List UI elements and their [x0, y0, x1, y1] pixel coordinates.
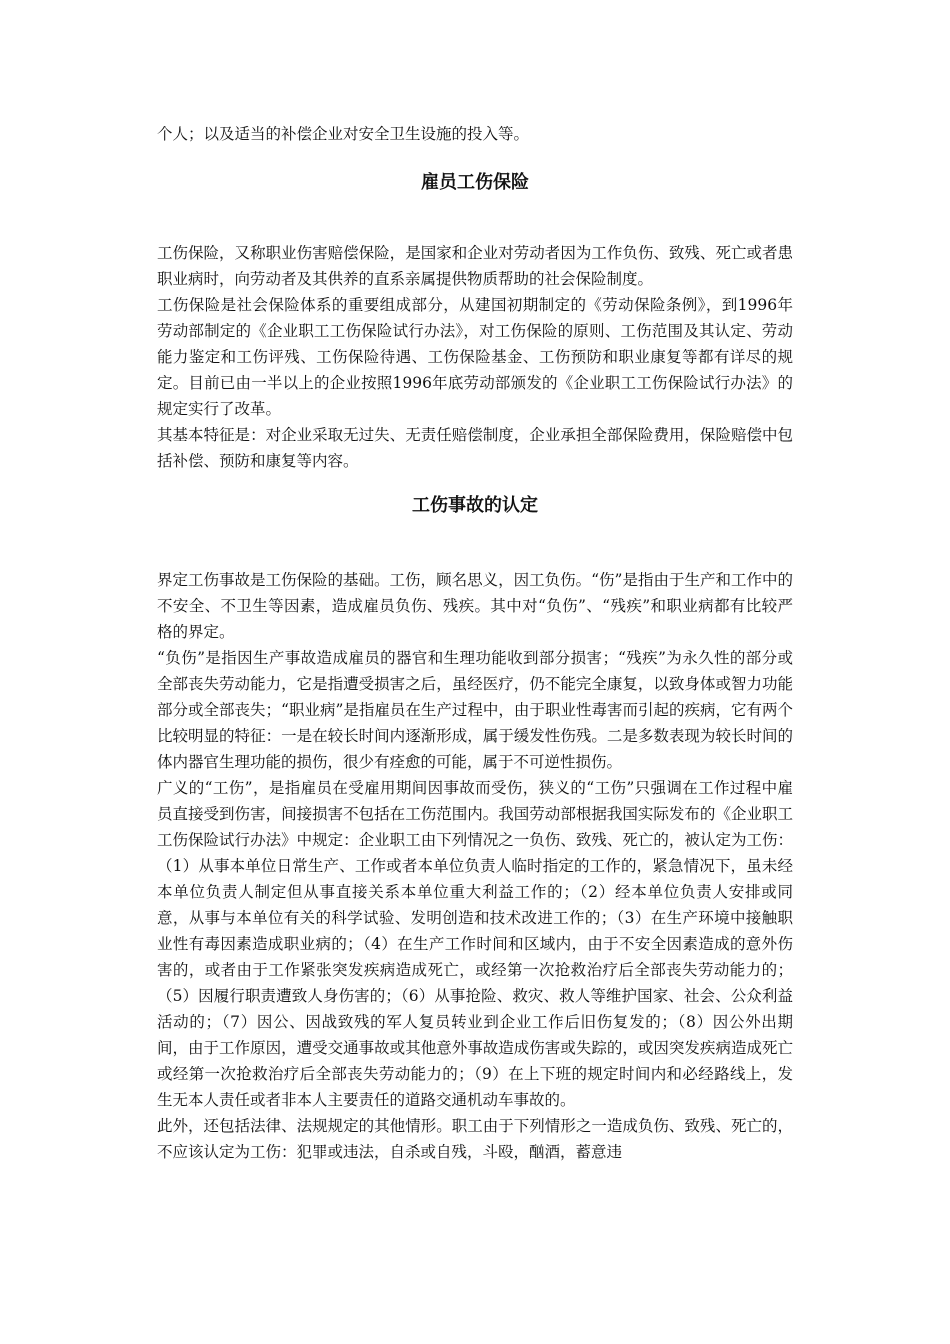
paragraph: 广义的“工伤”，是指雇员在受雇用期间因事故而受伤，狭义的“工伤”只强调在工作过程中雇员直接受到伤害，间接损害不包括在工伤范围内。我国劳动部根据我国实际发布的《企业职工工伤保险试行办法》中规定：企业职工由下列情况之一负伤、致残、死亡的，被认定为工伤：（1）从事本单位日常生产、工作或者本单位负责人临时指定的工作的，紧急情况下，虽未经本单位负责人制定但从事直接关系本单位重大利益工作的；（2）经本单位负责人安排或同意，从事与本单位有关的科学试验、发明创造和技术改进工作的；（3）在生产环境中接触职业性有毒因素造成职业病的；（4）在生产工作时间和区域内，由于不安全因素造成的意外伤害的，或者由于工作紧张突发疾病造成死亡，或经第一次抢救治疗后全部丧失劳动能力的；（5）因履行职责遭致人身伤害的；（6）从事抢险、救灾、救人等维护国家、社会、公众利益活动的；（7）因公、因战致残的军人复员转业到企业工作后旧伤复发的；（8）因公外出期间，由于工作原因，遭受交通事故或其他意外事故造成伤害或失踪的，或因突发疾病造成死亡或经第一次抢救治疗后全部丧失劳动能力的；（9）在上下班的规定时间内和必经路线上，发生无本人责任或者非本人主要责任的道路交通机动车事故的。: [157, 779, 793, 1109]
paragraph: 界定工伤事故是工伤保险的基础。工伤，顾名思义，因工负伤。“伤”是指由于生产和工作中的不安全、不卫生等因素，造成雇员负伤、残疾。其中对“负伤”、“残疾”和职业病都有比较严格的界定。: [157, 571, 793, 641]
paragraph: 其基本特征是：对企业采取无过失、无责任赔偿制度，企业承担全部保险费用，保险赔偿中包括补偿、预防和康复等内容。: [157, 426, 793, 470]
paragraph: 工伤保险，又称职业伤害赔偿保险，是国家和企业对劳动者因为工作负伤、致残、死亡或者患职业病时，向劳动者及其供养的直系亲属提供物质帮助的社会保险制度。: [157, 244, 793, 288]
section-title-injury-accident-determination: 工伤事故的认定: [412, 495, 538, 516]
section-title-employee-injury-insurance: 雇员工伤保险: [421, 172, 529, 193]
paragraph: 工伤保险是社会保险体系的重要组成部分，从建国初期制定的《劳动保险条例》，到1996年劳动部制定的《企业职工工伤保险试行办法》，对工伤保险的原则、工伤范围及其认定、劳动能力鉴定和工伤评残、工伤保险待遇、工伤保险基金、工伤预防和职业康复等都有详尽的规定。目前已由一半以上的企业按照1996年底劳动部颁发的《企业职工工伤保险试行办法》的规定实行了改革。: [157, 296, 793, 418]
intro-text: [157, 121, 793, 147]
section2-body: [157, 567, 793, 1165]
paragraph: “负伤”是指因生产事故造成雇员的器官和生理功能收到部分损害；“残疾”为永久性的部分或全部丧失劳动能力，它是指遭受损害之后，虽经医疗，仍不能完全康复，以致身体或智力功能部分或全部丧失；“职业病”是指雇员在生产过程中，由于职业性毒害而引起的疾病，它有两个比较明显的特征：一是在较长时间内逐渐形成，属于缓发性伤残。二是多数表现为较长时间的体内器官生理功能的损伤，很少有痊愈的可能，属于不可逆性损伤。: [157, 649, 793, 771]
section1-body: [157, 240, 793, 474]
intro-line: 个人；以及适当的补偿企业对安全卫生设施的投入等。: [157, 125, 530, 143]
paragraph: 此外，还包括法律、法规规定的其他情形。职工由于下列情形之一造成负伤、致残、死亡的，不应该认定为工伤：犯罪或违法，自杀或自残，斗殴，酗酒，蓄意违: [157, 1117, 793, 1161]
